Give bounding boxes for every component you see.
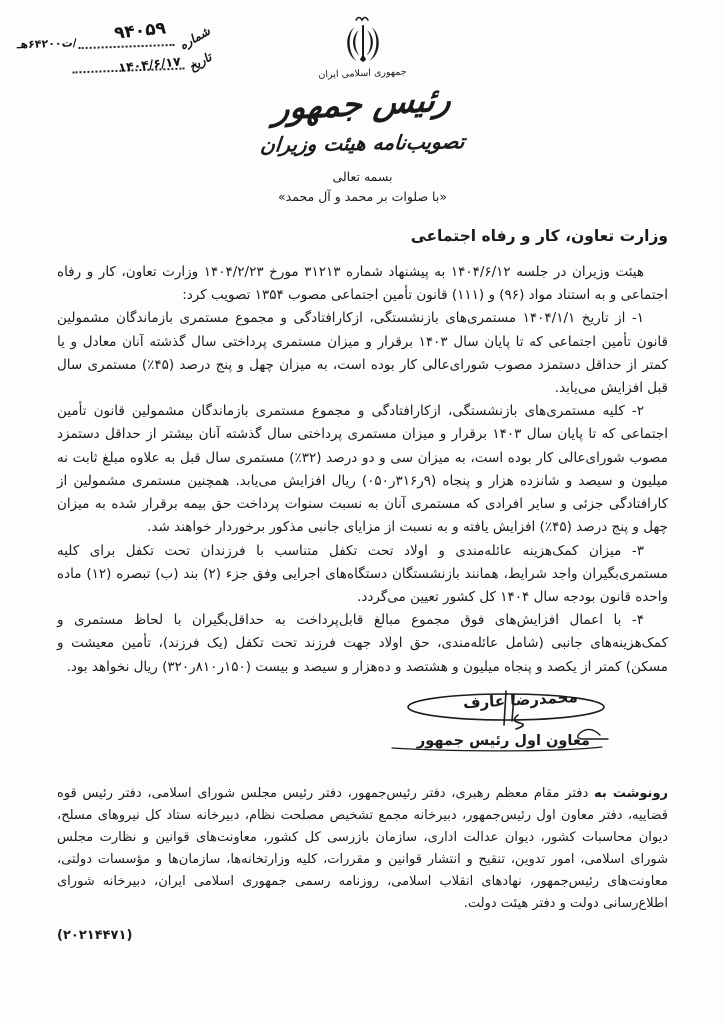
addressee-ministry: وزارت تعاون، کار و رفاه اجتماعی [410,226,668,245]
decree-item-2: ۲- کلیه مستمری‌های بازنشستگی، ازکارافتادگی و مجموع مستمری بازماندگان مشمولین قانون تأمین اجتماعی که تا پایان سال ۱۴۰۳ برقرار و میزان مستمری پرداختی سال گذشته آنان بیشتر از حداقل دستمزد مصوب شورای‌عالی کار بوده است، به میزان سی و دو درصد (۳۲٪) مستمری سال قبل به علاوه مبلغ ثابت نه میلیون و سیصد و شانزده هزار و پنجاه (۹ر۳۱۶ر۰۵۰) ریال افزایش می‌یابد. همچنین مستمری مشمولین از کارافتادگی جزئی و سایر افرادی که مستمری آنان به نسبت سنوات پرداخت حق بیمه برقرار شده به میزان چهل و پنج درصد (۴۵٪) افزایش یافته و به نسبت از مزایای جانبی مذکور برخوردار خواهند شد. [57,403,669,536]
iran-emblem-icon [342,14,384,64]
decree-item-3: ۳- میزان کمک‌هزینه عائله‌مندی و اولاد تحت تکفل متناسب با فرزندان تحت تکفل برای کلیه مستمری‌بگیران واجد شرایط، همانند بازنشستگان دستگاه‌های اجرایی وفق جزء (۲) بند (ب) تبصره (۱۲) ماده واحده قانون بودجه سال ۱۴۰۴ کل کشور تعیین می‌گردد. [57,542,669,605]
decree-item-4: ۴- با اعمال افزایش‌های فوق مجموع مبالغ قابل‌پرداخت به حداقل‌بگیران با لحاظ مستمری و کمک‌هزینه‌های جانبی (شامل عائله‌مندی، حق اولاد جهت فرزند تحت تکفل (یک فرزند)، تأمین معیشت و مسکن) کمتر از یکصد و پنجاه میلیون و هشتصد و ده‌هزار و سیصد و بیست (۱۵۰ر۸۱۰ر۳۲۰) ریال نخواهد بود. [57,612,668,675]
signature-block [378,685,618,769]
issuing-office-title: رئیس جمهور [272,79,453,128]
stamp-date-value: ۱۴۰۴/۶/۱۷ [117,53,181,76]
document-content [57,227,668,944]
decree-item-1: ۱- از تاریخ ۱۴۰۴/۱/۱ مستمری‌های بازنشستگی، ازکارافتادگی و مجموع مستمری بازماندگان مشمولین قانون تأمین اجتماعی که تا پایان سال ۱۴۰۳ برقرار و میزان مستمری پرداختی سال گذشته آنان معادل و یا کمتر از حداقل دستمزد مصوب شورای‌عالی کار بوده است، به میزان چهل و پنج درصد (۴۵٪) مستمری سال قبل افزایش می‌یابد. [57,310,668,397]
stamp-number-suffix: /ت۶۴۲۰۰هـ [16,36,77,52]
signatory-name: محمدرضا عارف [462,687,579,712]
cc-distribution-paragraph [57,783,668,916]
reference-number: (۲۰۲۱۴۴۷۱) [57,928,133,944]
document-type-title: تصویب‌نامه هیئت وزیران [259,129,466,157]
stamp-date-row [16,49,215,76]
invocation [0,167,725,207]
cc-recipients-text: دفتر مقام معظم رهبری، دفتر رئیس‌جمهور، دفتر رئیس مجلس شورای اسلامی، دفتر رئیس قوه قضاییه، دفتر معاون اول رئیس‌جمهور، دبیرخانه مجمع تشخیص مصلحت نظام، دبیرخانه ستاد کل نیروهای مسلح، دیوان محاسبات کشور، دیوان عدالت اداری، سازمان بازرسی کل کشور، معاونت‌های قوانین و نظارت مجلس شورای اسلامی، امور تدوین، تنقیح و انتشار قوانین و مقررات، کلیه وزارتخانه‌ها، سازمان‌ها و مؤسسات دولتی، معاونت‌های رئیس‌جمهور، نهادهای انقلاب اسلامی، روزنامه رسمی جمهوری اسلامی ایران، دبیرخانه شورای اطلاع‌رسانی دولت و دفتر هیئت دولت. [57,785,668,912]
signatory-title: معاون اول رئیس جمهور [416,732,590,749]
bismillah-text: بسمه تعالی [332,168,393,184]
salawat-text: «با صلوات بر محمد و آل محمد» [278,188,447,204]
decree-body [57,261,668,679]
country-name: جمهوری اسلامی ایران [318,66,407,81]
stamp-number-label: شماره [177,23,213,53]
stamp-date-label: تاریخ [186,49,215,75]
stamp-number-line [79,18,175,49]
stamp-date-line [72,53,184,76]
stamp-number-value: ۹۴۰۵۹ [113,18,168,44]
letterhead [0,0,725,155]
signature-mark [378,685,618,769]
decree-intro-paragraph: هیئت وزیران در جلسه ۱۴۰۴/۶/۱۲ به پیشنهاد شماره ۳۱۲۱۳ مورخ ۱۴۰۴/۲/۲۳ وزارت تعاون، کار و رفاه اجتماعی و به استناد مواد (۹۶) و (۱۱۱) قانون تأمین اجتماعی مصوب ۱۳۵۴ تصویب کرد: [57,263,668,304]
cc-lead-label: رونوشت به [593,785,669,801]
